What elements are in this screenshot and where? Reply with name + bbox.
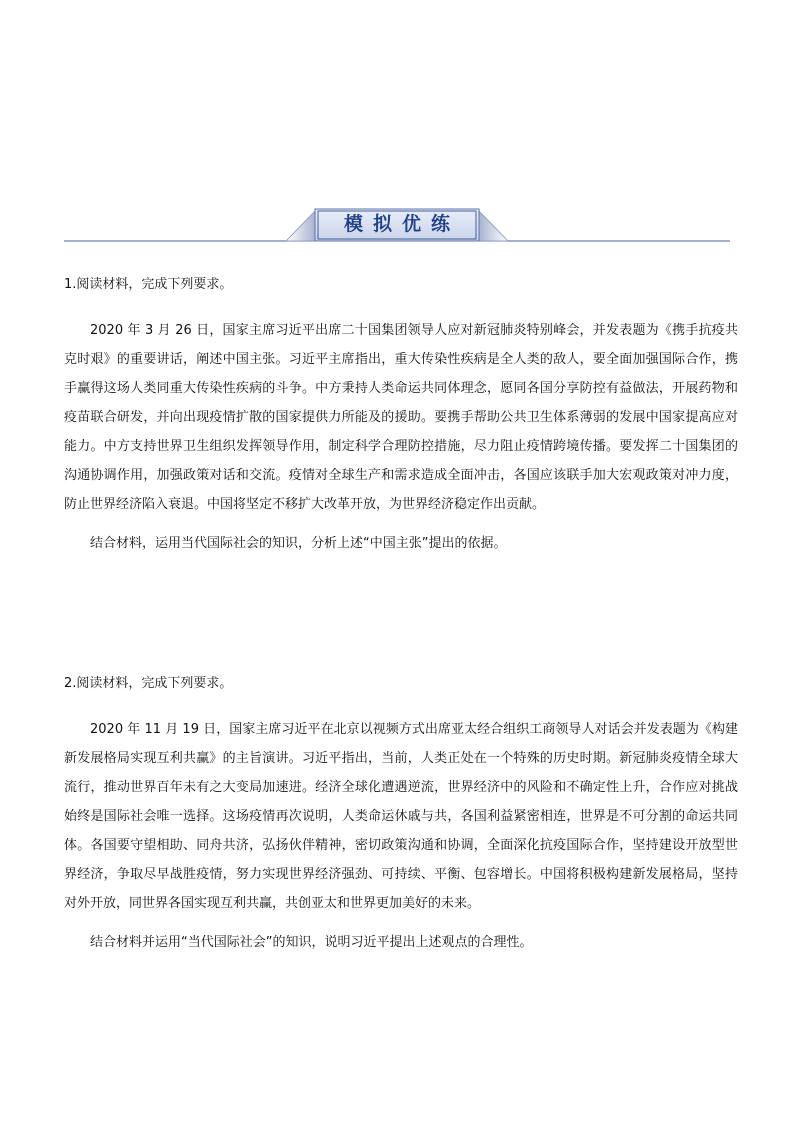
question-2 [64,675,738,952]
question-2-material: 2020 年 11 月 19 日，国家主席习近平在北京以视频方式出席亚太经合组织工商领导人对话会并发表题为《构建新发展格局实现互利共赢》的主旨演讲。习近平指出，当前，人类正处在一个特殊的历史时期。新冠肺炎疫情全球大流行，推动世界百年未有之大变局加速进。经济全球化遭遇逆流，世界经济中的风险和不确定性上升，合作应对挑战始终是国际社会唯一选择。这场疫情再次说明，人类命运休戚与共，各国利益紧密相连，世界是不可分割的命运共同体。各国要守望相助、同舟共济，弘扬伙伴精神，密切政策沟通和协调，全面深化抗疫国际合作，坚持建设开放型世界经济，争取尽早战胜疫情，努力实现世界经济强劲、可持续、平衡、包容增长。中国将积极构建新发展格局，坚持对外开放，同世界各国实现互利共赢，共创亚太和世界更加美好的未来。 [64,722,738,911]
question-1-material: 2020 年 3 月 26 日，国家主席习近平出席二十国集团领导人应对新冠肺炎特别峰会，并发表题为《携手抗疫共克时艰》的重要讲话，阐述中国主张。习近平主席指出，重大传染性疾病是全人类的敌人，要全面加强国际合作，携手赢得这场人类同重大传染性疾病的斗争。中方秉持人类命运共同体理念，愿同各国分享防控有益做法，开展药物和疫苗联合研发，并向出现疫情扩散的国家提供力所能及的援助。要携手帮助公共卫生体系薄弱的发展中国家提高应对能力。中方支持世界卫生组织发挥领导作用，制定科学合理防控措施，尽力阻止疫情跨境传播。要发挥二十国集团的沟通协调作用，加强政策对话和交流。疫情对全球生产和需求造成全面冲击，各国应该联手加大宏观政策对冲力度，防止世界经济陷入衰退。中国将坚定不移扩大改革开放，为世界经济稳定作出贡献。 [64,323,738,512]
banner-title: 模拟优练 [343,213,460,235]
question-2-prompt: 结合材料并运用“当代国际社会”的知识，说明习近平提出上述观点的合理性。 [90,935,533,950]
question-1 [64,276,738,553]
question-1-heading: 1.阅读材料，完成下列要求。 [64,277,233,292]
question-1-prompt: 结合材料，运用当代国际社会的知识，分析上述“中国主张”提出的依据。 [90,536,507,551]
question-2-heading: 2.阅读材料，完成下列要求。 [64,676,233,691]
